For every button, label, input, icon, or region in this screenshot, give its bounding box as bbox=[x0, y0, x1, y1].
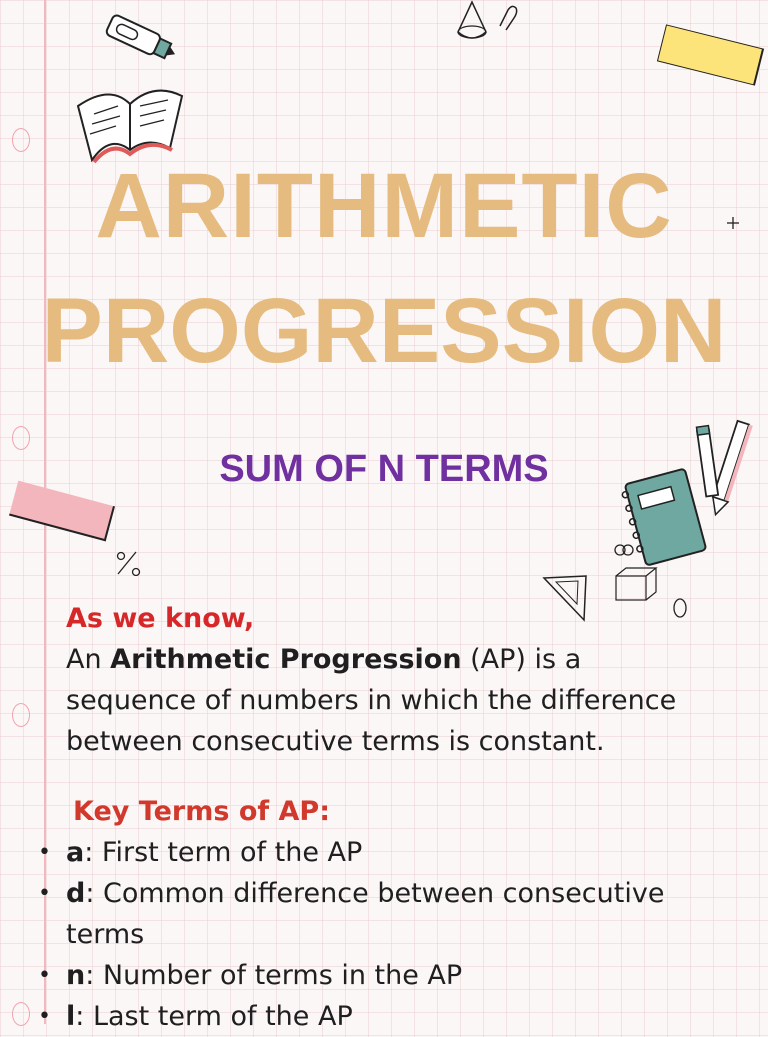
yellow-tape bbox=[657, 24, 764, 85]
term-description: : Number of terms in the AP bbox=[85, 960, 463, 991]
intro-definition bbox=[66, 639, 706, 762]
highlighter-icon bbox=[102, 10, 182, 70]
binder-hole bbox=[12, 1002, 30, 1026]
list-item bbox=[38, 996, 706, 1037]
binder-hole bbox=[12, 128, 30, 152]
term-symbol: a bbox=[66, 837, 85, 868]
term-description: : Last term of the AP bbox=[75, 1001, 353, 1032]
intro-paragraph bbox=[66, 598, 706, 762]
bullet-icon: • bbox=[38, 840, 51, 865]
intro-pre: An bbox=[66, 644, 111, 675]
bullet-icon: • bbox=[38, 881, 51, 906]
percent-icon bbox=[112, 548, 146, 576]
term-description: : First term of the AP bbox=[84, 837, 363, 868]
bullet-icon: • bbox=[38, 963, 51, 988]
bullet-icon: • bbox=[38, 1004, 51, 1029]
binder-hole bbox=[12, 426, 30, 450]
key-terms-heading: Key Terms of AP: bbox=[73, 796, 331, 827]
cone-icon bbox=[452, 0, 522, 44]
term-description: : Common difference between consecutive terms bbox=[66, 878, 665, 950]
intro-post: (AP) is a sequence of numbers in which the difference between consecutive terms is constant. bbox=[66, 644, 677, 757]
subtitle: SUM OF N TERMS bbox=[219, 448, 549, 490]
paperclip-icon bbox=[500, 6, 517, 30]
binder-hole bbox=[12, 703, 30, 727]
key-terms-list bbox=[38, 832, 706, 1037]
title-line-2: PROGRESSION bbox=[41, 280, 727, 382]
cube-icon bbox=[616, 568, 656, 600]
intro-term: Arithmetic Progression bbox=[110, 644, 462, 675]
title-line-1: ARITHMETIC bbox=[95, 155, 673, 257]
term-symbol: l bbox=[66, 1001, 76, 1032]
term-symbol: n bbox=[66, 960, 86, 991]
list-item bbox=[38, 832, 706, 873]
intro-lead: As we know, bbox=[66, 603, 255, 634]
term-symbol: d bbox=[66, 878, 86, 909]
list-item bbox=[38, 955, 706, 996]
list-item bbox=[38, 873, 706, 955]
